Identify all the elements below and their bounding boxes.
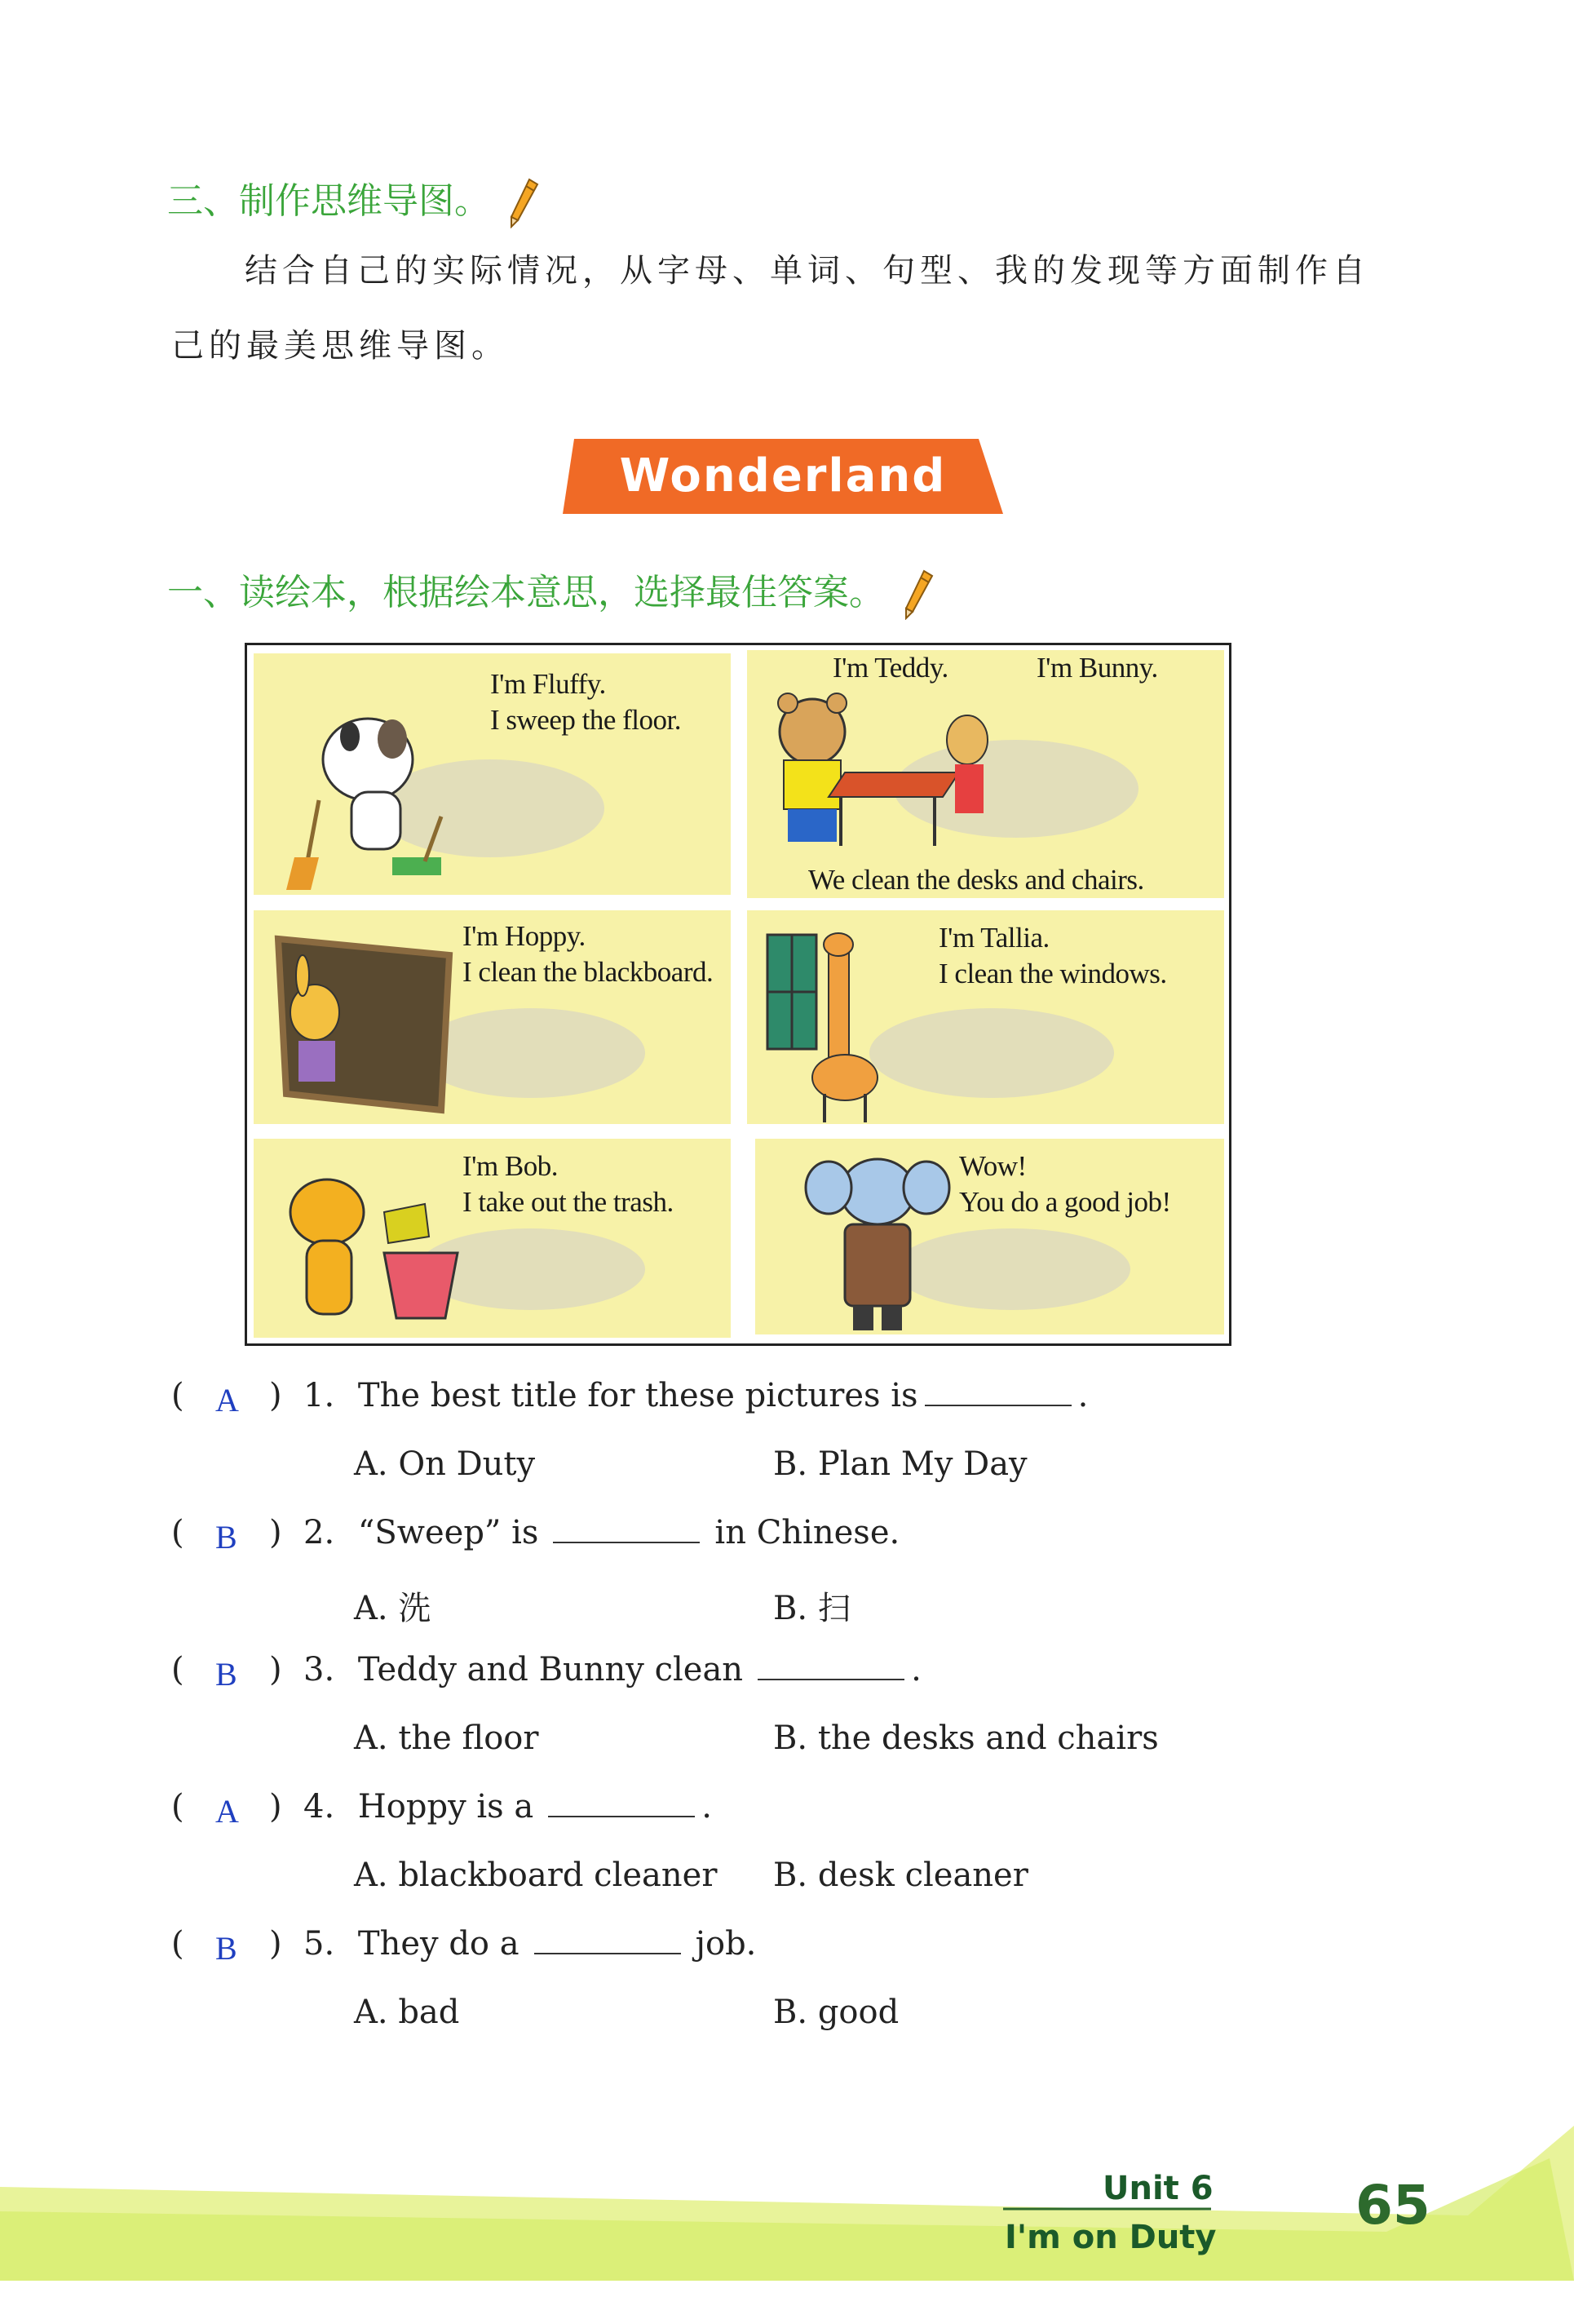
question-tail: in Chinese. bbox=[714, 1514, 900, 1551]
answer-paren: ( bbox=[171, 1788, 184, 1826]
question-stem: The best title for these pictures is bbox=[357, 1377, 918, 1414]
question-2-text bbox=[303, 1514, 900, 1551]
option-b: B. 扫 bbox=[773, 1590, 851, 1627]
giraffe-cleaning-window-illustration bbox=[763, 927, 926, 1122]
pencil-icon bbox=[903, 569, 935, 620]
answer-blank bbox=[548, 1791, 695, 1817]
option-b: B. the desks and chairs bbox=[773, 1719, 1159, 1757]
answer-paren: ( bbox=[171, 1651, 184, 1688]
section3-line2: 己的最美思维导图。 bbox=[171, 327, 509, 365]
section3-title bbox=[167, 171, 541, 228]
elephant-teacher-illustration bbox=[796, 1147, 959, 1334]
comic-panel-fluffy bbox=[254, 653, 731, 895]
comic-panel-bob bbox=[254, 1139, 731, 1338]
comic-panel-hoppy bbox=[254, 910, 731, 1124]
question-number: 2. bbox=[303, 1514, 335, 1551]
bunny-label: I'm Bunny. bbox=[1037, 652, 1158, 684]
option-b: B. good bbox=[773, 1994, 900, 2031]
banner-text: Wonderland bbox=[619, 449, 947, 502]
comic-panel-elephant bbox=[755, 1139, 1224, 1334]
answer-1: A bbox=[215, 1382, 239, 1418]
fluffy-line1: I'm Fluffy. bbox=[490, 668, 606, 700]
option-a: A. the floor bbox=[354, 1719, 539, 1757]
section1-title-text: 一、读绘本，根据绘本意思，选择最佳答案。 bbox=[167, 572, 885, 613]
question-tail: job. bbox=[695, 1925, 757, 1963]
teddy-bunny-caption: We clean the desks and chairs. bbox=[808, 864, 1144, 896]
hoppy-line1: I'm Hoppy. bbox=[462, 920, 586, 952]
option-a: A. 洗 bbox=[354, 1590, 431, 1627]
question-number: 3. bbox=[303, 1651, 335, 1688]
question-stem: They do a bbox=[357, 1925, 519, 1963]
answer-paren: ) bbox=[269, 1788, 282, 1826]
comic-panel-teddy-bunny bbox=[747, 650, 1224, 898]
elephant-line1: Wow! bbox=[959, 1150, 1027, 1182]
question-3-text bbox=[303, 1651, 922, 1688]
footer-unit: Unit 6 bbox=[1103, 2170, 1214, 2207]
page-number: 65 bbox=[1355, 2174, 1430, 2237]
answer-paren: ( bbox=[171, 1925, 184, 1963]
answer-paren: ) bbox=[269, 1377, 282, 1414]
bob-line1: I'm Bob. bbox=[462, 1150, 559, 1182]
option-b: B. Plan My Day bbox=[773, 1445, 1028, 1483]
answer-blank bbox=[553, 1517, 700, 1543]
dog-taking-out-trash-illustration bbox=[262, 1155, 490, 1334]
pencil-icon bbox=[508, 178, 541, 228]
option-b: B. desk cleaner bbox=[773, 1857, 1028, 1894]
answer-2: B bbox=[215, 1519, 237, 1556]
answer-blank bbox=[534, 1928, 681, 1954]
comic-grid bbox=[245, 643, 1231, 1346]
question-number: 1. bbox=[303, 1377, 335, 1414]
question-number: 4. bbox=[303, 1788, 335, 1826]
footer-subtitle: I'm on Duty bbox=[1005, 2219, 1217, 2256]
option-a: A. On Duty bbox=[354, 1445, 536, 1483]
question-number: 5. bbox=[303, 1925, 335, 1963]
answer-5: B bbox=[215, 1930, 237, 1967]
question-tail: . bbox=[701, 1788, 712, 1826]
bob-line2: I take out the trash. bbox=[462, 1186, 674, 1218]
elephant-line2: You do a good job! bbox=[959, 1186, 1171, 1218]
answer-blank bbox=[758, 1654, 904, 1680]
answer-paren: ) bbox=[269, 1651, 282, 1688]
answer-paren: ) bbox=[269, 1925, 282, 1963]
question-stem: “Sweep” is bbox=[357, 1514, 539, 1551]
section3-line1: 结合自己的实际情况，从字母、单词、句型、我的发现等方面制作自 bbox=[245, 252, 1370, 290]
question-tail: . bbox=[911, 1651, 922, 1688]
tallia-line2: I clean the windows. bbox=[939, 958, 1167, 989]
option-a: A. blackboard cleaner bbox=[354, 1857, 718, 1894]
question-5-text bbox=[303, 1925, 756, 1963]
answer-paren: ( bbox=[171, 1377, 184, 1414]
section3-title-text: 三、制作思维导图。 bbox=[167, 180, 490, 222]
answer-blank bbox=[925, 1380, 1072, 1406]
answer-3: B bbox=[215, 1656, 237, 1693]
option-a: A. bad bbox=[354, 1994, 460, 2031]
teddy-label: I'm Teddy. bbox=[833, 652, 948, 684]
tallia-line1: I'm Tallia. bbox=[939, 922, 1050, 954]
section1-title bbox=[167, 563, 935, 620]
question-1-text bbox=[303, 1377, 1088, 1414]
question-stem: Teddy and Bunny clean bbox=[357, 1651, 744, 1688]
answer-paren: ( bbox=[171, 1514, 184, 1551]
answer-4: A bbox=[215, 1793, 239, 1830]
question-stem: Hoppy is a bbox=[357, 1788, 534, 1826]
wonderland-banner bbox=[563, 439, 1003, 514]
fluffy-line2: I sweep the floor. bbox=[490, 704, 681, 736]
comic-panel-tallia bbox=[747, 910, 1224, 1124]
bear-and-rabbit-cleaning-desk-illustration bbox=[763, 683, 1008, 870]
answer-paren: ) bbox=[269, 1514, 282, 1551]
question-4-text bbox=[303, 1788, 712, 1826]
dog-sweeping-illustration bbox=[286, 694, 466, 890]
question-tail: . bbox=[1077, 1377, 1089, 1414]
hoppy-line2: I clean the blackboard. bbox=[462, 956, 714, 988]
